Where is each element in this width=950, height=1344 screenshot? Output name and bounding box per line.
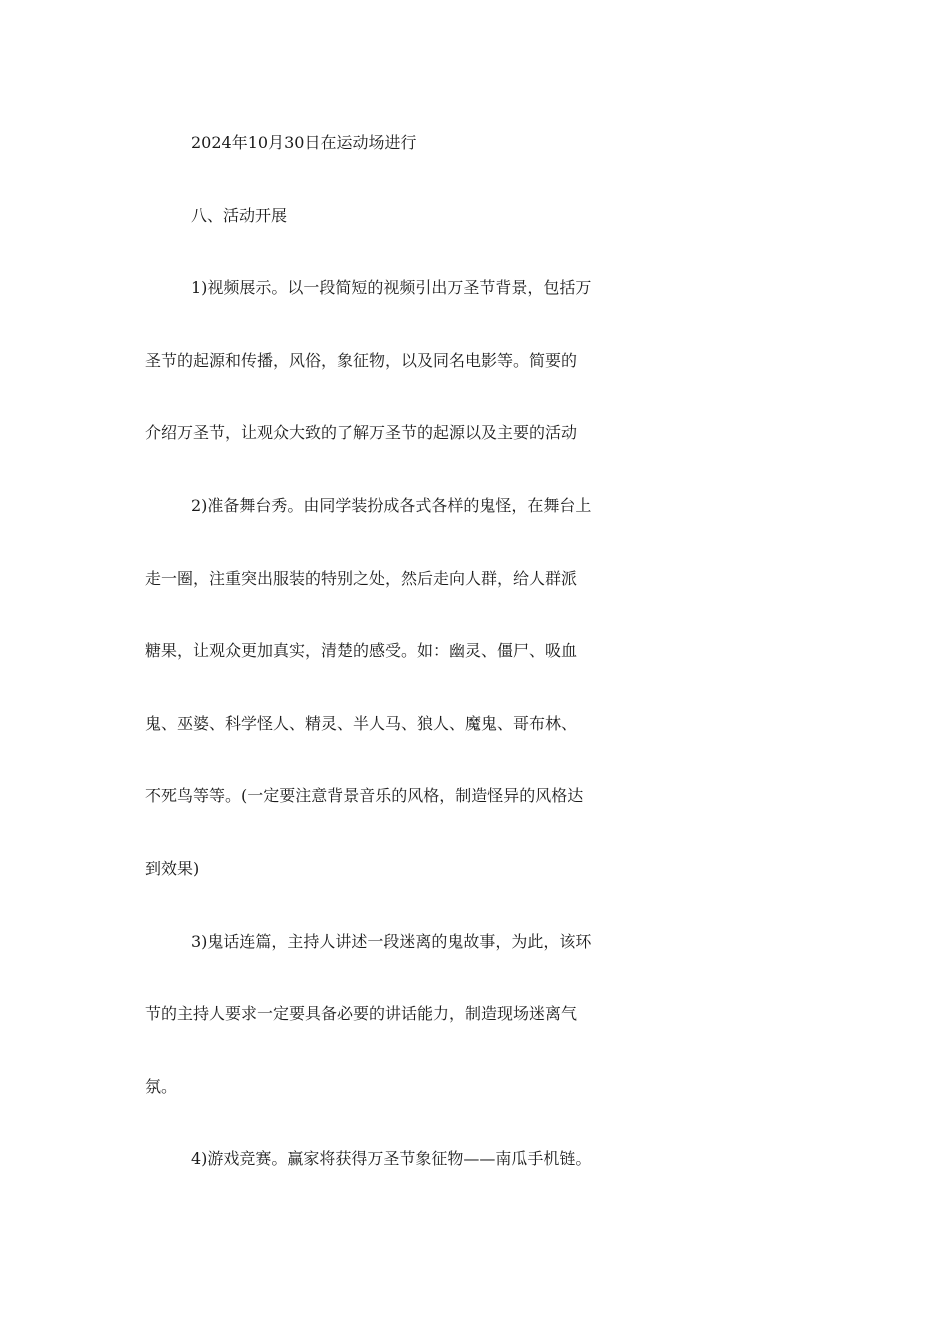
section-heading [145,203,807,276]
paragraph-line: 3)鬼话连篇，主持人讲述一段迷离的鬼故事，为此，该环 [191,931,592,951]
paragraph-line: 到效果) [145,858,200,878]
paragraph-line: 介绍万圣节，让观众大致的了解万圣节的起源以及主要的活动 [145,423,578,443]
paragraph-line: 不死鸟等等。(一定要注意背景音乐的风格，制造怪异的风格达 [145,786,584,806]
paragraph-line: 鬼、巫婆、科学怪人、精灵、半人马、狼人、魔鬼、哥布林、 [145,713,578,733]
activity-item-4 [145,1146,807,1219]
paragraph-line: 节的主持人要求一定要具备必要的讲话能力，制造现场迷离气 [145,1004,578,1024]
date-line: 2024年10月30日在运动场进行 [191,133,417,152]
activity-item-3 [145,929,807,1147]
paragraph-line: 4)游戏竞赛。赢家将获得万圣节象征物——南瓜手机链。 [191,1149,592,1169]
section-heading-text: 八、活动开展 [191,205,288,225]
activity-item-2 [145,493,807,929]
paragraph-line: 糖果，让观众更加真实，清楚的感受。如：幽灵、僵尸、吸血 [145,641,578,661]
paragraph-line: 1)视频展示。以一段简短的视频引出万圣节背景，包括万 [191,278,592,298]
paragraph-line: 圣节的起源和传播，风俗，象征物，以及同名电影等。简要的 [145,350,578,370]
document-body [145,130,807,1219]
date-paragraph [145,130,807,203]
paragraph-line: 走一圈，注重突出服装的特别之处，然后走向人群，给人群派 [145,568,578,588]
paragraph-line: 2)准备舞台秀。由同学装扮成各式各样的鬼怪，在舞台上 [191,495,592,515]
activity-item-1 [145,275,807,493]
paragraph-line: 氛。 [145,1076,178,1096]
